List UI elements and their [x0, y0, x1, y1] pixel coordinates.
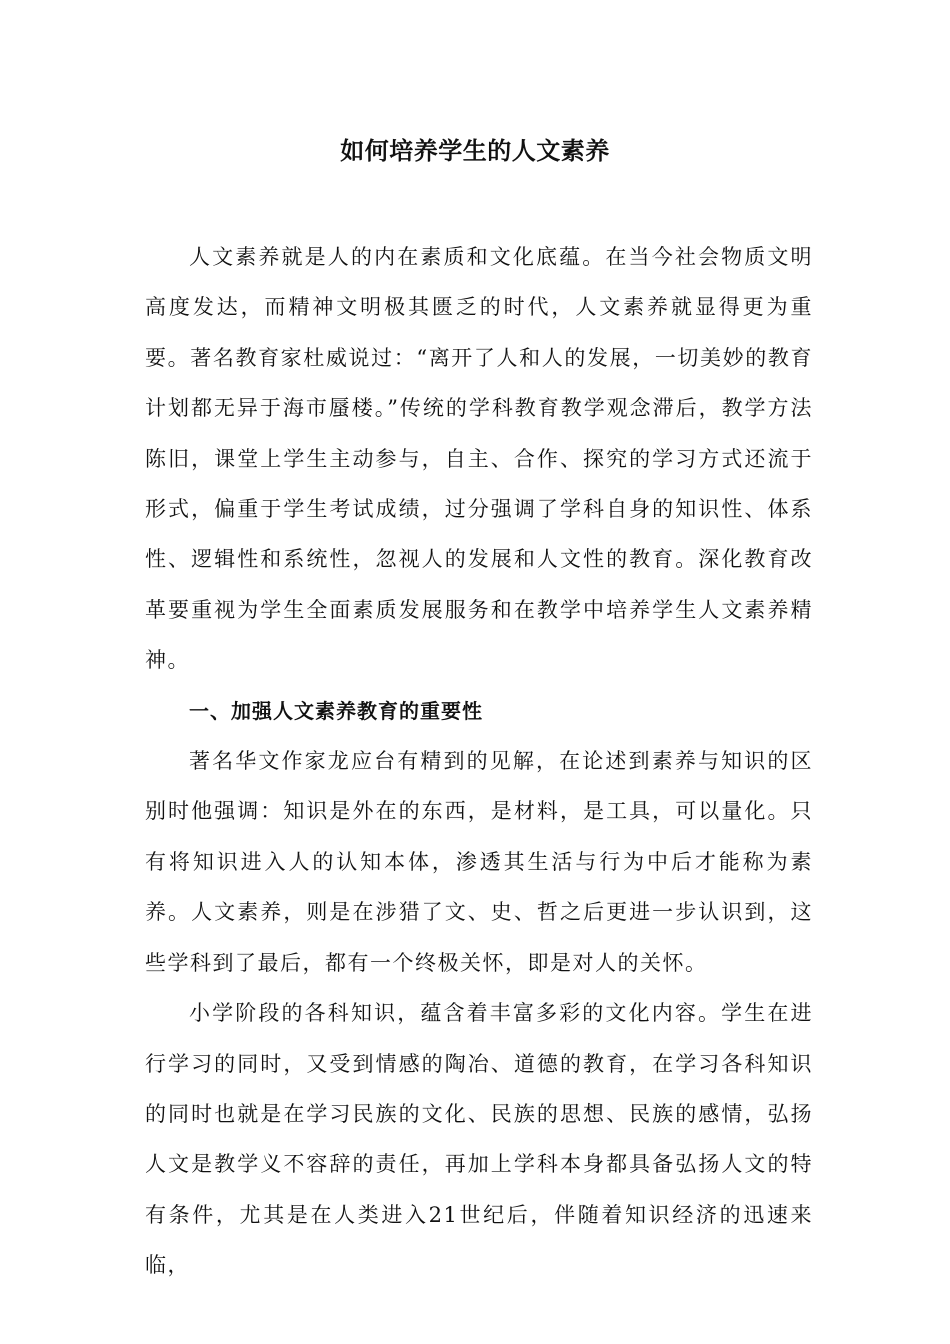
body-paragraph: 著名华文作家龙应台有精到的见解，在论述到素养与知识的区别时他强调：知识是外在的东西，是材料，是工具，可以量化。只有将知识进入人的认知本体，渗透其生活与行为中后才能称为素养。人文素养，则是在涉猎了文、史、哲之后更进一步认识到，这些学科到了最后，都有一个终极关怀，即是对人的关怀。	[145, 749, 813, 975]
document-title: 如何培养学生的人文素养	[340, 137, 610, 165]
body-paragraph: 小学阶段的各科知识，蕴含着丰富多彩的文化内容。学生在进行学习的同时，又受到情感的陶冶、道德的教育，在学习各科知识的同时也就是在学习民族的文化、民族的思想、民族的感情，弘扬人文是教学义不容辞的责任，再加上学科本身都具备弘扬人文的特有条件，尤其是在人类进入21世纪后，伴随着知识经济的迅速来临，	[145, 1001, 813, 1278]
intro-paragraph: 人文素养就是人的内在素质和文化底蕴。在当今社会物质文明高度发达，而精神文明极其匮乏的时代，人文素养就显得更为重要。著名教育家杜威说过：“离开了人和人的发展，一切美妙的教育计划都无异于海市蜃楼。”传统的学科教育教学观念滞后，教学方法陈旧，课堂上学生主动参与，自主、合作、探究的学习方式还流于形式，偏重于学生考试成绩，过分强调了学科自身的知识性、体系性、逻辑性和系统性，忽视人的发展和人文性的教育。深化教育改革要重视为学生全面素质发展服务和在教学中培养学生人文素养精神。	[145, 245, 813, 673]
section-heading: 一、加强人文素养教育的重要性	[189, 698, 483, 723]
document-body	[145, 232, 813, 1291]
